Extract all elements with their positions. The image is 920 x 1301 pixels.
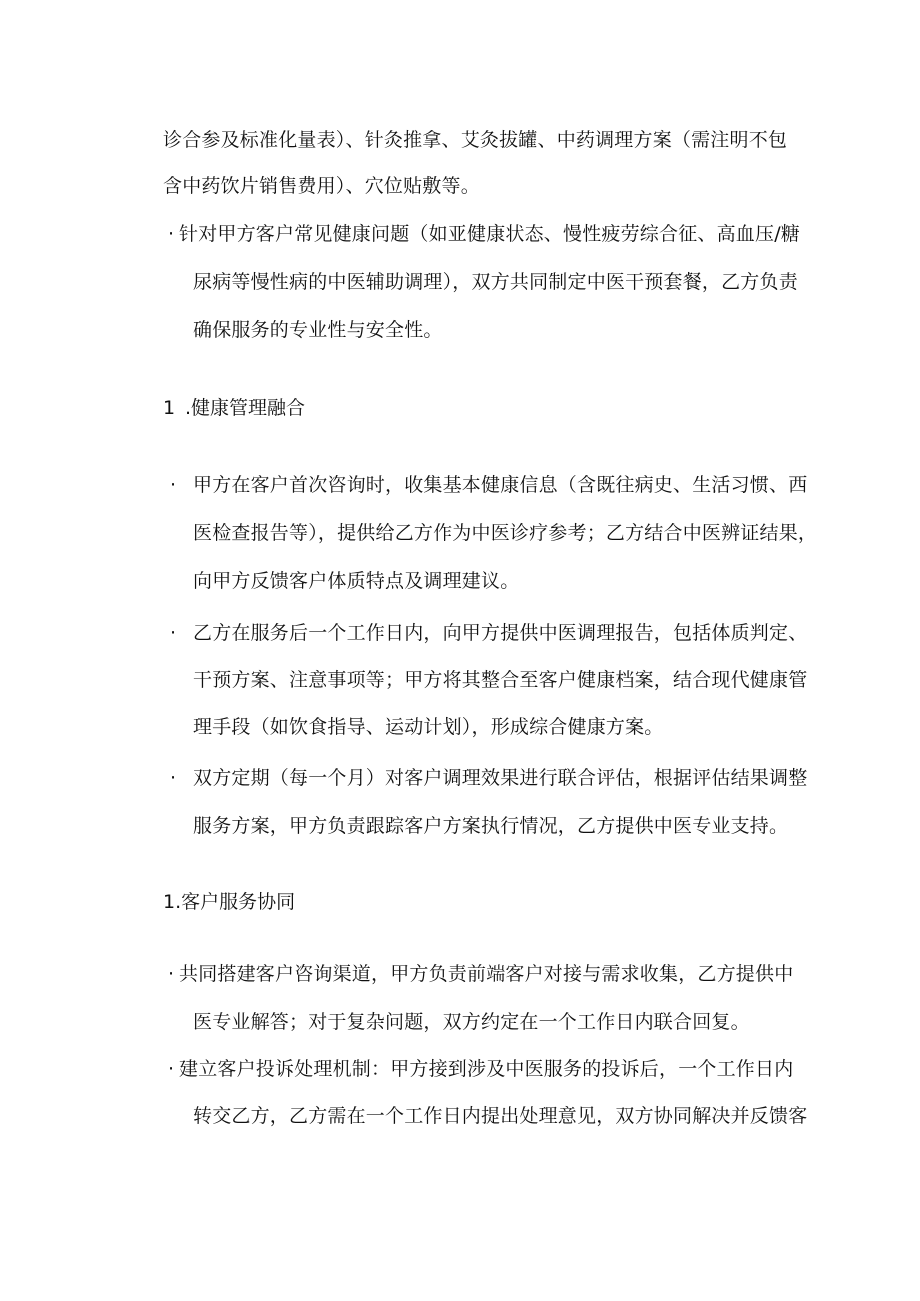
bullet-marker: · bbox=[170, 767, 177, 789]
bullet-marker: · bbox=[170, 474, 177, 496]
list-item-line: 向甲方反馈客户体质特点及调理建议。 bbox=[193, 570, 520, 592]
list-item-line: 建立客户投诉处理机制：甲方接到涉及中医服务的投诉后，一个工作日内 bbox=[179, 1058, 794, 1080]
list-item-line: 双方定期（每一个月）对客户调理效果进行联合评估，根据评估结果调整 bbox=[193, 767, 808, 789]
list-item-line: 干预方案、注意事项等；甲方将其整合至客户健康档案，结合现代健康管 bbox=[193, 669, 808, 691]
list-item-line: 共同搭建客户咨询渠道，甲方负责前端客户对接与需求收集，乙方提供中 bbox=[179, 963, 794, 985]
package-line-1: 针对甲方客户常见健康问题（如亚健康状态、慢性疲劳综合征、高血压/糖 bbox=[179, 223, 801, 245]
intro-line-1: 诊合参及标准化量表）、针灸推拿、艾灸拔罐、中药调理方案（需注明不包 bbox=[163, 129, 788, 151]
list-item-line: 乙方在服务后一个工作日内，向甲方提供中医调理报告，包括体质判定、 bbox=[193, 622, 808, 644]
bullet-marker: · bbox=[168, 963, 175, 985]
bullet-marker: · bbox=[168, 1058, 175, 1080]
list-item-line: 医专业解答；对于复杂问题，双方约定在一个工作日内联合回复。 bbox=[193, 1011, 750, 1033]
package-line-2: 尿病等慢性病的中医辅助调理），双方共同制定中医干预套餐，乙方负责 bbox=[193, 271, 798, 293]
list-item-line: 转交乙方，乙方需在一个工作日内提出处理意见，双方协同解决并反馈客 bbox=[193, 1105, 808, 1127]
section-health-number: 1 bbox=[163, 397, 176, 419]
intro-line-2: 含中药饮片销售费用）、穴位贴敷等。 bbox=[163, 175, 480, 197]
bullet-marker: · bbox=[168, 223, 175, 245]
list-item-line: 甲方在客户首次咨询时，收集基本健康信息（含既往病史、生活习惯、西 bbox=[193, 474, 808, 496]
list-item-line: 理手段（如饮食指导、运动计划），形成综合健康方案。 bbox=[193, 716, 664, 738]
bullet-marker: · bbox=[170, 622, 177, 644]
section-service-heading: 1.客户服务协同 bbox=[163, 891, 296, 913]
package-line-3: 确保服务的专业性与安全性。 bbox=[193, 319, 443, 341]
list-item-line: 医检查报告等），提供给乙方作为中医诊疗参考；乙方结合中医辨证结果， bbox=[193, 522, 818, 544]
section-health-title: .健康管理融合 bbox=[185, 397, 306, 419]
list-item-line: 服务方案，甲方负责跟踪客户方案执行情况，乙方提供中医专业支持。 bbox=[193, 815, 789, 837]
